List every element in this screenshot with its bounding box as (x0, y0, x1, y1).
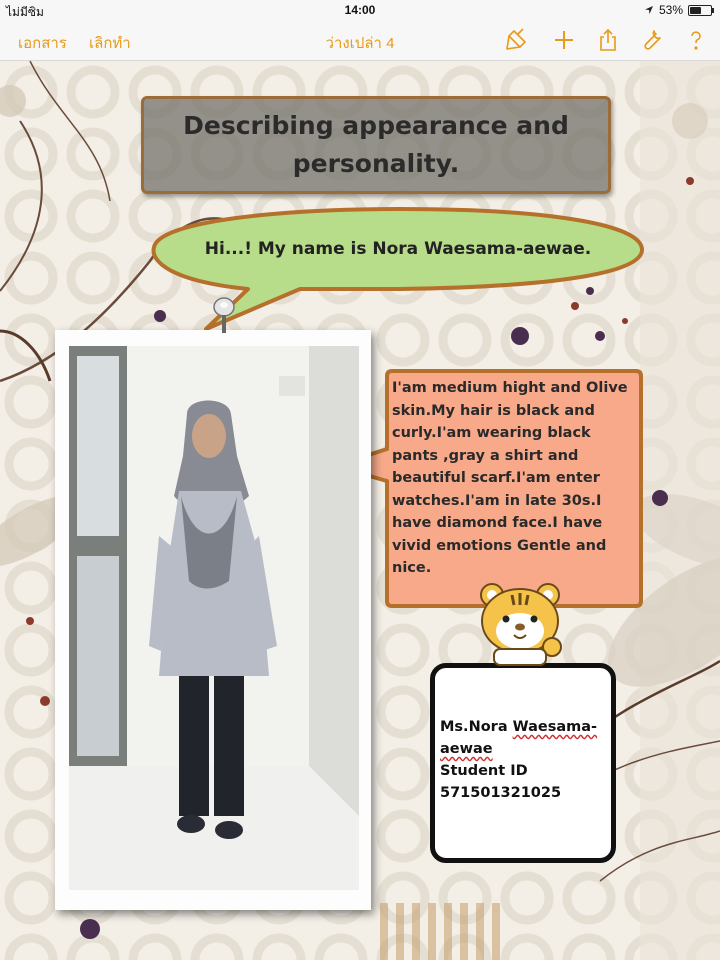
slide-canvas[interactable] (0, 61, 720, 960)
student-name-first: Ms.Nora (440, 719, 513, 735)
document-title[interactable]: ว่างเปล่า 4 (325, 35, 395, 52)
student-photo (69, 346, 359, 890)
documents-button[interactable]: เอกสาร (18, 35, 67, 52)
clock: 14:00 (344, 3, 376, 17)
format-brush-icon[interactable] (505, 28, 529, 52)
id-card-text (440, 716, 605, 804)
tiger-mascot-icon (474, 581, 566, 667)
undo-button[interactable]: เลิกทำ (89, 35, 131, 52)
battery-percent: 53% (658, 3, 683, 17)
carrier-label: ไม่มีซิม (6, 5, 44, 19)
description-text[interactable]: I'am medium hight and Olive skin.My hair is black and curly.I'am wearing black pants ,gray a shirt and beautiful scarf.I'am enter watches.I'am in late 30s.I have diamond face.I have vivid emotions Gentle and nice. (392, 380, 628, 576)
toolbar (0, 20, 720, 61)
battery-icon (688, 5, 712, 16)
push-pin-icon (206, 293, 242, 341)
wrench-icon[interactable] (640, 28, 664, 52)
location-arrow-icon (644, 5, 654, 15)
battery-fill (690, 7, 701, 14)
share-icon[interactable] (596, 28, 620, 52)
student-id-value: 571501321025 (440, 785, 562, 801)
student-name-last: Waesama-aewae (440, 719, 598, 757)
greeting-text[interactable]: Hi...! My name is Nora Waesama-aewae. (204, 239, 592, 259)
status-bar (0, 0, 720, 20)
title-box[interactable] (141, 96, 611, 194)
add-icon[interactable] (552, 28, 576, 52)
student-id-label: Student ID (440, 763, 528, 779)
photo-frame[interactable] (55, 330, 371, 910)
slide-title: Describing appearance and personality. (183, 111, 569, 178)
help-icon[interactable] (684, 28, 708, 52)
status-right (644, 3, 712, 17)
